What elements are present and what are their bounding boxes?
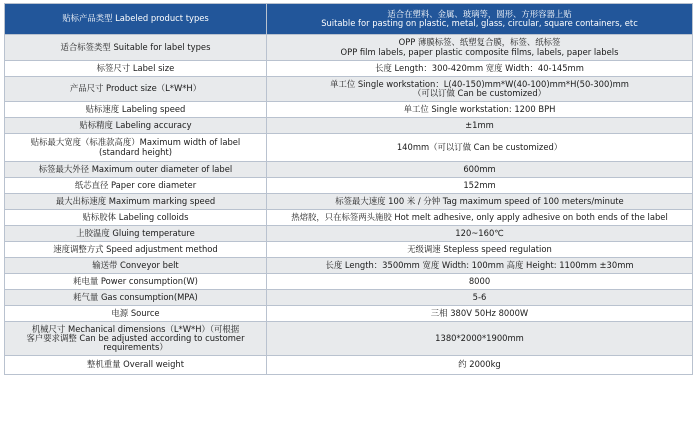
spec-value-cell [267, 226, 693, 242]
spec-label-cell: 输送带 Conveyor belt [5, 258, 267, 274]
table-row [5, 290, 693, 306]
spec-value-cell [267, 118, 693, 134]
spec-label-cell: 速度调整方式 Speed adjustment method [5, 242, 267, 258]
spec-label-cell: 适合标签类型 Suitable for label types [5, 35, 267, 61]
spec-value-line: 120~160℃ [455, 227, 504, 238]
spec-label-cell: 贴标精度 Labeling accuracy [5, 118, 267, 134]
table-row [5, 274, 693, 290]
spec-label-cell: 贴标胶体 Labeling colloids [5, 210, 267, 226]
spec-label-cell: 最大出标速度 Maximum marking speed [5, 194, 267, 210]
spec-value-line: 单工位 Single workstation: 1200 BPH [403, 103, 556, 114]
spec-value-line: 8000 [468, 275, 491, 286]
spec-value-line: 长度 Length：300-420mm 宽度 Width：40-145mm [375, 62, 584, 73]
spec-label-cell [5, 322, 267, 356]
spec-table [4, 3, 693, 375]
spec-value-line: 约 2000kg [458, 359, 501, 370]
spec-value-cell [267, 322, 693, 356]
spec-label-line: requirements） [103, 342, 168, 353]
spec-value-cell [267, 35, 693, 61]
spec-value-cell [267, 194, 693, 210]
spec-label-cell: 耗电量 Power consumption(W) [5, 274, 267, 290]
spec-value-line: 热熔胶，只在标签两头施胶 Hot melt adhesive, only apply adhesive on both ends of the label [291, 211, 668, 222]
table-row [5, 102, 693, 118]
table-row [5, 210, 693, 226]
spec-value-line: 140mm（可以订做 Can be customized） [396, 141, 563, 152]
table-row [5, 322, 693, 356]
spec-value-line: 长度 Length：3500mm 宽度 Width: 100mm 高度 Height: 1100mm ±30mm [325, 259, 634, 270]
spec-value-cell [267, 134, 693, 162]
spec-value-cell [267, 258, 693, 274]
spec-value-line: 600mm [463, 163, 496, 174]
header-label-cell: 贴标产品类型 Labeled product types [5, 4, 267, 35]
header-value-line: 适合在塑料、金属、玻璃等，圆形、方形容器上贴 [387, 8, 572, 19]
table-row [5, 61, 693, 77]
spec-label-cell: 电源 Source [5, 306, 267, 322]
spec-value-cell [267, 306, 693, 322]
table-row [5, 258, 693, 274]
spec-value-line: 三相 380V 50Hz 8000W [430, 307, 529, 318]
header-value-line: Suitable for pasting on plastic, metal, glass, circular, square containers, etc [321, 18, 638, 28]
spec-label-line: 机械尺寸 Mechanical dimensions（L*W*H）（可根据 [31, 323, 240, 334]
spec-label-cell: 标签尺寸 Label size [5, 61, 267, 77]
table-row [5, 118, 693, 134]
table-row [5, 356, 693, 375]
spec-label-line: 贴标最大宽度（标准款高度）Maximum width of label [30, 137, 241, 148]
spec-value-cell [267, 61, 693, 77]
spec-value-cell [267, 356, 693, 375]
table-row [5, 194, 693, 210]
spec-label-cell: 整机重量 Overall weight [5, 356, 267, 375]
spec-value-cell [267, 242, 693, 258]
spec-value-line: 1380*2000*1900mm [435, 332, 524, 343]
spec-label-cell: 上胶温度 Gluing temperature [5, 226, 267, 242]
spec-value-cell [267, 178, 693, 194]
spec-value-line: OPP film labels, paper plastic composite films, labels, paper labels [340, 46, 619, 57]
spec-value-line: （可以订做 Can be customized） [412, 88, 547, 98]
table-row [5, 134, 693, 162]
spec-table-body [5, 4, 693, 375]
table-row [5, 77, 693, 102]
spec-value-cell [267, 210, 693, 226]
spec-value-cell [267, 274, 693, 290]
spec-value-line: ±1mm [465, 119, 494, 130]
spec-value-line: 152mm [463, 179, 496, 190]
spec-value-line: 标签最大速度 100 米 / 分钟 Tag maximum speed of 100 meters/minute [335, 195, 624, 206]
spec-value-line: 单工位 Single workstation：L(40-150)mm*W(40-100)mm*H(50-300)mm [330, 78, 629, 89]
spec-label-cell [5, 134, 267, 162]
table-row [5, 162, 693, 178]
spec-value-cell [267, 162, 693, 178]
table-row [5, 35, 693, 61]
spec-label-cell: 纸芯直径 Paper core diameter [5, 178, 267, 194]
spec-value-line: OPP 薄膜标签、纸塑复合膜，标签、纸标签 [398, 37, 561, 48]
header-value-cell [267, 4, 693, 35]
table-row [5, 178, 693, 194]
spec-value-cell [267, 77, 693, 102]
table-row [5, 226, 693, 242]
spec-value-line: 无级调速 Stepless speed regulation [407, 243, 552, 254]
spec-label-cell: 标签最大外径 Maximum outer diameter of label [5, 162, 267, 178]
spec-label-line: (standard height) [98, 146, 173, 157]
table-row [5, 242, 693, 258]
spec-value-cell [267, 102, 693, 118]
spec-label-cell: 贴标速度 Labeling speed [5, 102, 267, 118]
spec-value-line: 5-6 [472, 291, 487, 302]
table-row [5, 306, 693, 322]
spec-label-line: 客户要求调整 Can be adjusted according to customer [26, 332, 245, 343]
spec-label-cell: 耗气量 Gas consumption(MPA) [5, 290, 267, 306]
spec-value-cell [267, 290, 693, 306]
spec-label-cell: 产品尺寸 Product size（L*W*H） [5, 77, 267, 102]
table-header-row [5, 4, 693, 35]
